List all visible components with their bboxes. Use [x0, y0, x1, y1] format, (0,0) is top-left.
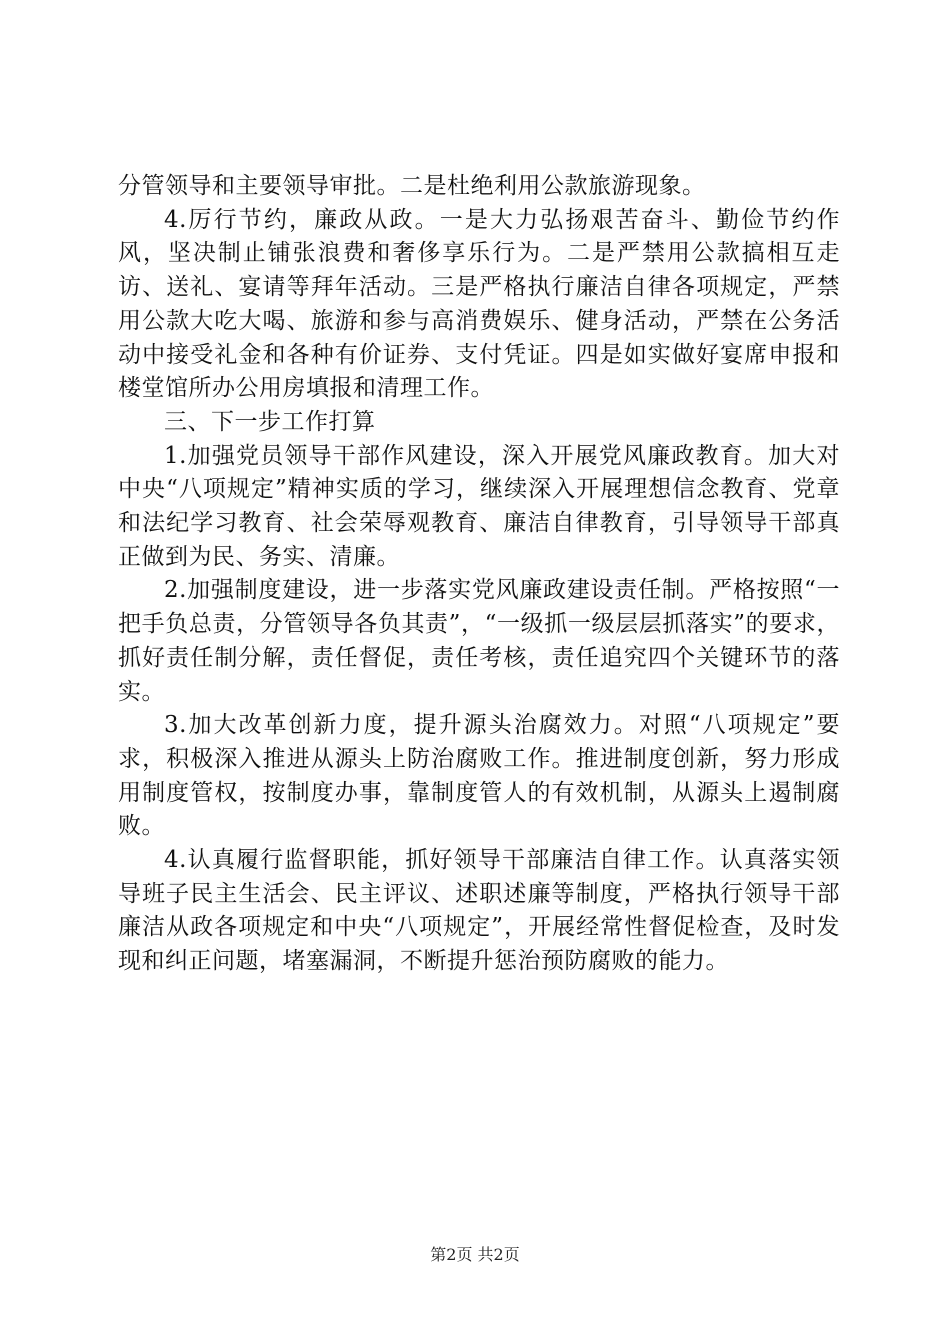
- page-footer: [0, 1245, 950, 1265]
- paragraph-next-step-1: 1.加强党员领导干部作风建设，深入开展党风廉政教育。加大对中央“八项规定”精神实质的学习，继续深入开展理想信念教育、党章和法纪学习教育、社会荣辱观教育、廉洁自律教育，引导领导干部真正做到为民、务实、清廉。: [118, 442, 840, 570]
- paragraph-next-step-2: 2.加强制度建设，进一步落实党风廉政建设责任制。严格按照“一把手负总责，分管领导各负其责”，“一级抓一级层层抓落实”的要求，抓好责任制分解，责任督促，责任考核，责任追究四个关键环节的落实。: [118, 577, 840, 705]
- paragraph-item-4-frugality: 4.厉行节约，廉政从政。一是大力弘扬艰苦奋斗、勤俭节约作风，坚决制止铺张浪费和奢侈享乐行为。二是严禁用公款搞相互走访、送礼、宴请等拜年活动。三是严格执行廉洁自律各项规定，严禁用公款大吃大喝、旅游和参与高消费娱乐、健身活动，严禁在公务活动中接受礼金和各种有价证券、支付凭证。四是如实做好宴席申报和楼堂馆所办公用房填报和清理工作。: [118, 206, 840, 402]
- paragraph-next-step-4: 4.认真履行监督职能，抓好领导干部廉洁自律工作。认真落实领导班子民主生活会、民主评议、述职述廉等制度，严格执行领导干部廉洁从政各项规定和中央“八项规定”，开展经常性督促检查，及时发现和纠正问题，堵塞漏洞，不断提升惩治预防腐败的能力。: [118, 847, 840, 975]
- page-number-label: 第2页 共2页: [430, 1245, 520, 1264]
- section-heading-next-steps: 三、下一步工作打算: [164, 408, 376, 435]
- document-body: [118, 170, 840, 979]
- paragraph-continuation: 分管领导和主要领导审批。二是杜绝利用公款旅游现象。: [118, 173, 706, 199]
- paragraph-next-step-3: 3.加大改革创新力度，提升源头治腐效力。对照“八项规定”要求，积极深入推进从源头上防治腐败工作。推进制度创新，努力形成用制度管权，按制度办事，靠制度管人的有效机制，从源头上遏制腐败。: [118, 712, 840, 840]
